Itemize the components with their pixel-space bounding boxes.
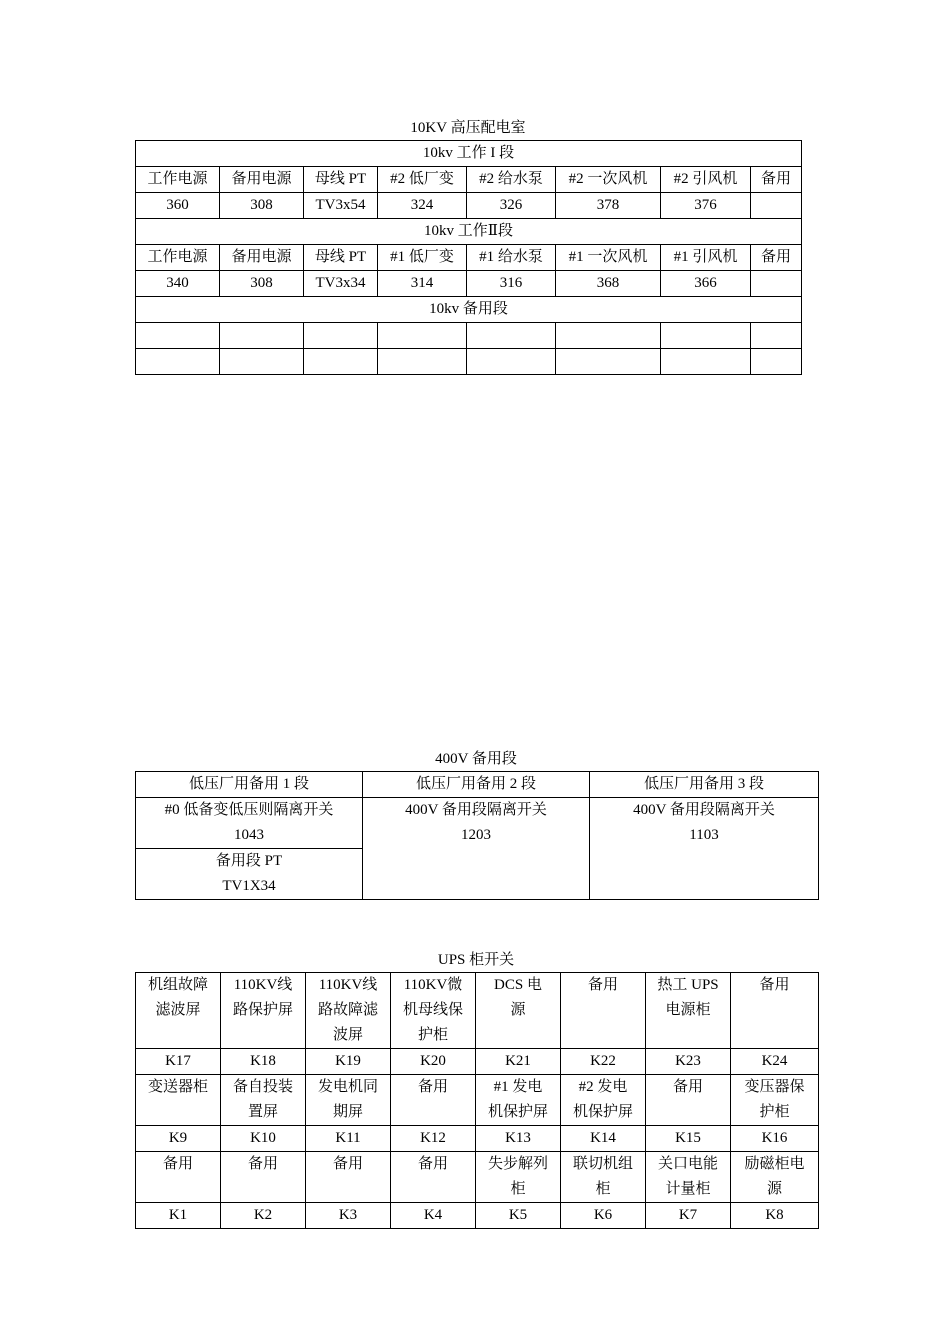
hv-section2-header-2: 备用电源 — [220, 245, 304, 271]
lv-col2-name: 400V 备用段隔离开关 — [405, 802, 547, 818]
lv-col1-item2 — [136, 849, 363, 900]
ups-cabinet-name-line: 期屏 — [332, 1104, 363, 1120]
ups-cabinet-name — [561, 1152, 646, 1203]
ups-cabinet-name-line: 变送器柜 — [147, 1079, 208, 1095]
ups-switch-code: K13 — [476, 1126, 561, 1152]
hv-section2-header-row — [136, 245, 802, 271]
hv-section3-title-row — [136, 297, 802, 323]
ups-cabinet-name-line: 励磁柜电 — [744, 1156, 805, 1172]
hv-switch-table — [135, 140, 802, 375]
ups-cabinet-name-line: 计量柜 — [665, 1181, 711, 1197]
ups-code-row — [136, 1203, 819, 1229]
ups-switch-code: K1 — [136, 1203, 221, 1229]
ups-switch-code: K3 — [306, 1203, 391, 1229]
ups-section-title: UPS 柜开关 — [437, 952, 515, 968]
hv-section3-empty-cell — [661, 349, 751, 375]
hv-section1-header-8: 备用 — [751, 167, 802, 193]
ups-switch-code: K10 — [221, 1126, 306, 1152]
ups-cabinet-name — [646, 1152, 731, 1203]
hv-section1-title: 10kv 工作 I 段 — [136, 141, 802, 167]
ups-cabinet-name-line: 联切机组 — [572, 1156, 633, 1172]
lv-col3-item — [590, 798, 819, 900]
ups-cabinet-name-line: 110KV线 — [318, 977, 378, 993]
hv-section2-code-5: 316 — [467, 271, 556, 297]
ups-cabinet-name-line: 机母线保 — [402, 1002, 463, 1018]
ups-cabinet-name — [731, 973, 819, 1049]
hv-section3-empty-cell — [556, 349, 661, 375]
hv-section1-code-3: TV3x54 — [304, 193, 378, 219]
lv-col3-name: 400V 备用段隔离开关 — [633, 802, 775, 818]
ups-cabinet-name — [391, 973, 476, 1049]
hv-room-title: 10KV 高压配电室 — [410, 120, 526, 136]
ups-cabinet-name-line: 置屏 — [247, 1104, 278, 1120]
hv-section2-code-7: 366 — [661, 271, 751, 297]
ups-cabinet-name — [306, 1152, 391, 1203]
ups-name-row — [136, 973, 819, 1049]
hv-section2-header-6: #1 一次风机 — [556, 245, 661, 271]
ups-cabinet-name — [136, 1075, 221, 1126]
hv-section3-empty-cell — [304, 323, 378, 349]
ups-cabinet-name — [391, 1075, 476, 1126]
hv-section3-empty-cell — [378, 323, 467, 349]
hv-section2-header-1: 工作电源 — [136, 245, 220, 271]
ups-code-row — [136, 1126, 819, 1152]
ups-cabinet-name-line: 备自投装 — [232, 1079, 293, 1095]
ups-switch-code: K18 — [221, 1049, 306, 1075]
lv-col2-item — [363, 798, 590, 900]
hv-section2-code-4: 314 — [378, 271, 467, 297]
ups-cabinet-name-line: 失步解列 — [487, 1156, 548, 1172]
ups-cabinet-name-line: 源 — [766, 1181, 782, 1197]
lv-header-1: 低压厂用备用 1 段 — [136, 772, 363, 798]
lv-header-2: 低压厂用备用 2 段 — [363, 772, 590, 798]
ups-cabinet-name — [561, 1075, 646, 1126]
ups-switch-code: K19 — [306, 1049, 391, 1075]
lv-col1-item2-code: TV1X34 — [222, 878, 276, 894]
hv-section3-empty-cell — [220, 349, 304, 375]
ups-switch-code: K16 — [731, 1126, 819, 1152]
lv-col1-item1-name: #0 低备变低压则隔离开关 — [164, 802, 334, 818]
ups-switch-code: K17 — [136, 1049, 221, 1075]
hv-section2-code-2: 308 — [220, 271, 304, 297]
hv-section1-code-4: 324 — [378, 193, 467, 219]
lv-col3-code: 1103 — [689, 827, 719, 843]
ups-cabinet-name — [731, 1152, 819, 1203]
hv-section2-code-6: 368 — [556, 271, 661, 297]
hv-section1-header-5: #2 给水泵 — [467, 167, 556, 193]
hv-section1-header-2: 备用电源 — [220, 167, 304, 193]
ups-switch-code: K6 — [561, 1203, 646, 1229]
ups-switch-code: K23 — [646, 1049, 731, 1075]
hv-section3-empty-row — [136, 349, 802, 375]
ups-cabinet-name-line: 备用 — [672, 1079, 703, 1095]
ups-cabinet-name — [646, 973, 731, 1049]
lv-header-row — [136, 772, 819, 798]
hv-section3-empty-cell — [304, 349, 378, 375]
lv-switch-table — [135, 771, 819, 900]
ups-cabinet-name-line: 备用 — [417, 1079, 448, 1095]
hv-section2-header-5: #1 给水泵 — [467, 245, 556, 271]
ups-cabinet-name-line: 机保护屏 — [487, 1104, 548, 1120]
ups-cabinet-name — [476, 1075, 561, 1126]
ups-cabinet-name-line: 机保护屏 — [572, 1104, 633, 1120]
ups-cabinet-name-line: 110KV线 — [233, 977, 293, 993]
hv-section1-code-2: 308 — [220, 193, 304, 219]
hv-section1-code-5: 326 — [467, 193, 556, 219]
hv-section3-empty-cell — [751, 349, 802, 375]
ups-switch-code: K9 — [136, 1126, 221, 1152]
lv-row — [136, 798, 819, 849]
ups-cabinet-name-line: #2 发电 — [578, 1079, 628, 1095]
ups-cabinet-name-line: 源 — [510, 1002, 526, 1018]
ups-switch-code: K20 — [391, 1049, 476, 1075]
ups-cabinet-name — [561, 973, 646, 1049]
hv-section1-code-8 — [751, 193, 802, 219]
ups-name-row — [136, 1152, 819, 1203]
ups-cabinet-name-line: 备用 — [417, 1156, 448, 1172]
hv-section3-title: 10kv 备用段 — [136, 297, 802, 323]
lv-section-title: 400V 备用段 — [435, 751, 517, 767]
hv-section1-title-row — [136, 141, 802, 167]
ups-cabinet-name-line: 路保护屏 — [232, 1002, 293, 1018]
ups-cabinet-name — [136, 973, 221, 1049]
ups-cabinet-name-line: 备用 — [247, 1156, 278, 1172]
lv-header-3: 低压厂用备用 3 段 — [590, 772, 819, 798]
hv-section2-header-3: 母线 PT — [304, 245, 378, 271]
ups-code-row — [136, 1049, 819, 1075]
hv-section3-empty-cell — [751, 323, 802, 349]
ups-cabinet-name — [306, 973, 391, 1049]
ups-cabinet-name — [221, 973, 306, 1049]
ups-cabinet-name-line: 柜 — [510, 1181, 526, 1197]
ups-cabinet-name — [306, 1075, 391, 1126]
ups-switch-code: K15 — [646, 1126, 731, 1152]
hv-section1-header-1: 工作电源 — [136, 167, 220, 193]
hv-section1-header-7: #2 引风机 — [661, 167, 751, 193]
hv-section1-code-6: 378 — [556, 193, 661, 219]
hv-section2-code-3: TV3x34 — [304, 271, 378, 297]
ups-switch-code: K4 — [391, 1203, 476, 1229]
hv-section2-header-8: 备用 — [751, 245, 802, 271]
ups-cabinet-name-line: 备用 — [162, 1156, 193, 1172]
hv-section2-header-7: #1 引风机 — [661, 245, 751, 271]
hv-section1-header-3: 母线 PT — [304, 167, 378, 193]
ups-cabinet-name-line: 发电机同 — [317, 1079, 378, 1095]
ups-cabinet-name — [646, 1075, 731, 1126]
hv-section1-code-1: 360 — [136, 193, 220, 219]
hv-section3-empty-row — [136, 323, 802, 349]
ups-cabinet-name — [221, 1152, 306, 1203]
hv-section1-code-row — [136, 193, 802, 219]
ups-cabinet-name-line: 路故障滤 — [317, 1002, 378, 1018]
ups-cabinet-name — [731, 1075, 819, 1126]
hv-section2-title: 10kv 工作Ⅱ段 — [136, 219, 802, 245]
ups-cabinet-name-line: 备用 — [587, 977, 618, 993]
hv-section3-empty-cell — [136, 323, 220, 349]
ups-switch-table — [135, 972, 819, 1229]
hv-section2-code-row — [136, 271, 802, 297]
ups-switch-code: K7 — [646, 1203, 731, 1229]
ups-cabinet-name — [136, 1152, 221, 1203]
hv-section3-empty-cell — [661, 323, 751, 349]
hv-section1-code-7: 376 — [661, 193, 751, 219]
ups-cabinet-name-line: 柜 — [595, 1181, 611, 1197]
hv-section2-header-4: #1 低厂变 — [378, 245, 467, 271]
ups-cabinet-name-line: 110KV微 — [403, 977, 463, 993]
ups-cabinet-name — [391, 1152, 476, 1203]
hv-section3-empty-cell — [556, 323, 661, 349]
ups-name-row — [136, 1075, 819, 1126]
hv-section1-header-row — [136, 167, 802, 193]
hv-section2-code-1: 340 — [136, 271, 220, 297]
ups-cabinet-name — [221, 1075, 306, 1126]
ups-cabinet-name-line: 备用 — [332, 1156, 363, 1172]
hv-section3-empty-cell — [467, 323, 556, 349]
hv-section1-header-6: #2 一次风机 — [556, 167, 661, 193]
lv-col1-item2-name: 备用段 PT — [215, 853, 283, 869]
hv-section2-title-row — [136, 219, 802, 245]
ups-switch-code: K5 — [476, 1203, 561, 1229]
hv-section3-empty-cell — [378, 349, 467, 375]
ups-switch-code: K24 — [731, 1049, 819, 1075]
ups-cabinet-name-line: 热工 UPS — [657, 977, 719, 993]
ups-cabinet-name-line: 波屏 — [332, 1027, 363, 1043]
lv-col2-code: 1203 — [461, 827, 491, 843]
ups-switch-code: K22 — [561, 1049, 646, 1075]
ups-cabinet-name — [476, 973, 561, 1049]
ups-cabinet-name-line: 电源柜 — [665, 1002, 711, 1018]
ups-switch-code: K2 — [221, 1203, 306, 1229]
ups-cabinet-name — [476, 1152, 561, 1203]
ups-cabinet-name-line: 备用 — [759, 977, 790, 993]
hv-section1-header-4: #2 低厂变 — [378, 167, 467, 193]
ups-cabinet-name-line: DCS 电 — [494, 977, 542, 993]
hv-section3-empty-cell — [136, 349, 220, 375]
ups-switch-code: K21 — [476, 1049, 561, 1075]
lv-col1-item1-code: 1043 — [234, 827, 264, 843]
ups-switch-code: K8 — [731, 1203, 819, 1229]
hv-section3-empty-cell — [220, 323, 304, 349]
hv-section2-code-8 — [751, 271, 802, 297]
ups-cabinet-name-line: 滤波屏 — [155, 1002, 201, 1018]
lv-col1-item1 — [136, 798, 363, 849]
ups-cabinet-name-line: 护柜 — [417, 1027, 448, 1043]
hv-section3-empty-cell — [467, 349, 556, 375]
ups-switch-code: K14 — [561, 1126, 646, 1152]
ups-cabinet-name-line: 关口电能 — [657, 1156, 718, 1172]
ups-switch-code: K12 — [391, 1126, 476, 1152]
ups-cabinet-name-line: 护柜 — [759, 1104, 790, 1120]
ups-cabinet-name-line: 机组故障 — [147, 977, 208, 993]
ups-cabinet-name-line: 变压器保 — [744, 1079, 805, 1095]
ups-switch-code: K11 — [306, 1126, 391, 1152]
ups-cabinet-name-line: #1 发电 — [493, 1079, 543, 1095]
